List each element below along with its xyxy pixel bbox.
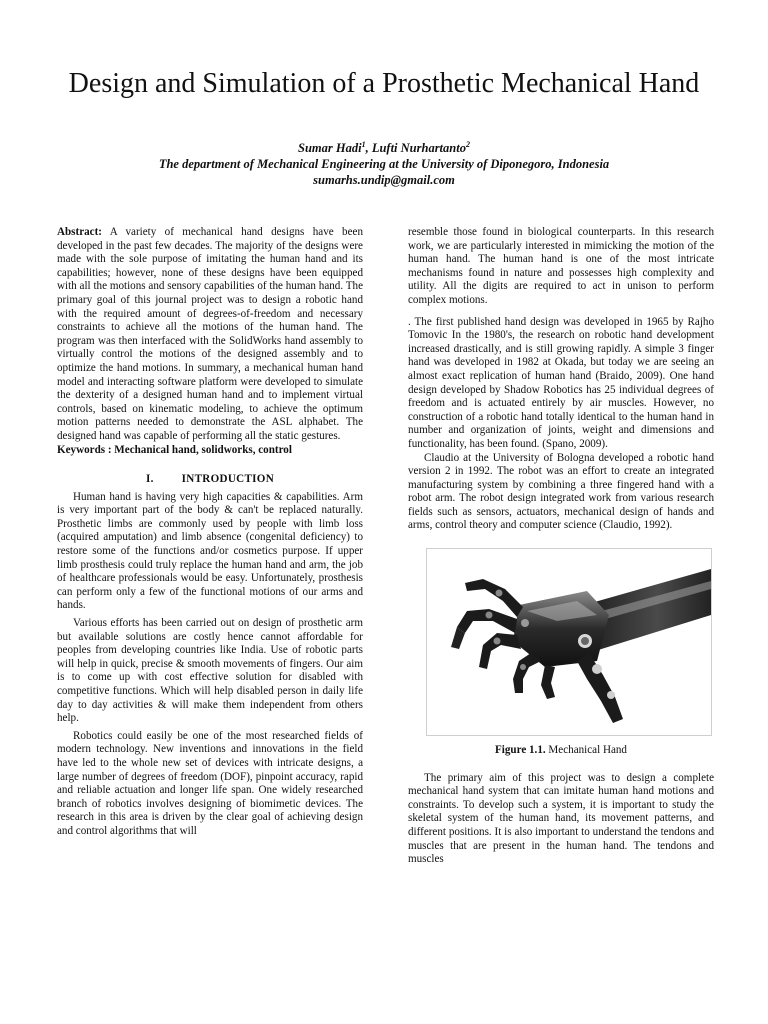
abstract-text: A variety of mechanical hand designs have been developed in the past few decades. The majority of the designs were made with the sole purpose of imitating the human hand and its capabilities; however, none of these designs have been equipped with all the motions and sensory capabilities of the human hand. The primary goal of this journal project was to design a robotic hand with the required amount of degrees-of-freedom and necessary constraints to achieve all the motions of the human hand. The program was then interfaced with the SolidWorks hand assembly to virtually control the motions of the designed assembly and to optimize the hand motions. In summary, a mechanical human hand model and interacting software platform were developed to simulate the dexterity of a designed human hand and to implement virtual controls, based on kinematic modeling, to achieve the optimum motion patterns needed to demonstrate the ASL alphabet. The designed hand was capable of performing all the static gestures. [57, 226, 363, 442]
right-column [408, 226, 714, 867]
section-number: I. [145, 473, 154, 486]
figure-label: Figure 1.1. [495, 744, 546, 757]
author-affiliation-mark: 1 [361, 140, 366, 149]
robotic-hand-image [427, 549, 711, 735]
left-column [57, 226, 363, 839]
body-paragraph: Robotics could easily be one of the most researched fields of modern technology. New inventions and innovations in the field have led to the whole new set of devices with intricate designs, a large number of degrees of freedom (DOF), pinpoint accuracy, rapid and reliable actuation and longer life span. One widely researched branch of robotics involves designing of biomimetic devices. The research in this area is driven by the clear goal of achieving design and control algorithms that will [57, 729, 363, 837]
author-line [40, 137, 728, 156]
abstract-label: Abstract: [57, 226, 102, 238]
author-separator: , [365, 141, 372, 156]
author-email: sumarhs.undip@gmail.com [313, 173, 455, 188]
body-paragraph: resemble those found in biological counterparts. In this research work, we are particularly interested in mimicking the motion of the human hand. The human hand is one of the most intricate mechanisms found in nature and possesses high complexity and utility. All the digits are required to act in unison to perform complex motions. [408, 226, 714, 306]
section-title: INTRODUCTION [181, 473, 275, 486]
body-paragraph: The primary aim of this project was to design a complete mechanical hand system that can imitate human hand motions and constraints. To develop such a system, it is important to study the skeletal system of the human hand, its movement patterns, and different positions. It is also important to understand the tendons and muscles that are present in the human hand. The tendons and muscles [408, 771, 714, 866]
body-paragraph: Human hand is having very high capacities & capabilities. Arm is very important part of the body & can't be replaced naturally. Prosthetic limbs are commonly used by people with limb loss (acquired amputation) and limb absence (congenital deficiency) to restore some of the functions and/or cosmetics purpose. If upper limb prosthesis could truly replace the human hand and arm, the job of healthcare professionals would be easy. Unfortunately, prosthesis can perform only a few of the functional motions of our arms and hands. [57, 490, 363, 612]
figure-caption-text: Mechanical Hand [545, 744, 627, 757]
figure-caption [408, 744, 714, 758]
author-affiliation-mark: 2 [465, 140, 470, 149]
figure-mechanical-hand [426, 548, 712, 736]
author-block [40, 137, 728, 188]
section-heading [57, 473, 363, 487]
abstract [57, 226, 363, 444]
keywords: Keywords : Mechanical hand, solidworks, control [57, 443, 292, 456]
body-paragraph: Various efforts has been carried out on design of prosthetic arm but available solutions are costly hence cannot affordable for peoples from developing countries like India. Use of robotic parts will help in quick, precise & smooth movements of fingers. Our aim is to come up with cost effective solution for disabled with competitive functions. Which will help disabled person in daily life day to day activities & will make them independent from others help. [57, 617, 363, 725]
body-paragraph: Claudio at the University of Bologna developed a robotic hand version 2 in 1992. The robot was an effort to create an integrated manufacturing system by combining a three fingered hand with a robot arm. The robot design integrated work from various research fields such as sensors, actuators, mechanical design of hands and arms, control theory and computer science (Claudio, 1992). [408, 451, 714, 532]
body-paragraph: . The first published hand design was developed in 1965 by Rajho Tomovic In the 1980's, the research on robotic hand development increased drastically, and is still growing rapidly. A simple 3 finger hand was developed in 1982 at Okada, but today we are seeing an almost exact replication of human hand (Braido, 2009). One hand design developed by Shadow Robotics has 25 individual degrees of freedom and is actuated entirely by air muscles. However, no construction of a robotic hand totally identical to the human hand in number and organization of joints, weight and dimensions and functionality, has been found. (Spano, 2009). [408, 315, 714, 450]
author-name: Lufti Nurhartanto [371, 141, 466, 156]
affiliation: The department of Mechanical Engineering at the University of Diponegoro, Indonesia [158, 157, 610, 172]
paper-title: Design and Simulation of a Prosthetic Mechanical Hand [68, 68, 700, 99]
author-name: Sumar Hadi [298, 141, 362, 156]
